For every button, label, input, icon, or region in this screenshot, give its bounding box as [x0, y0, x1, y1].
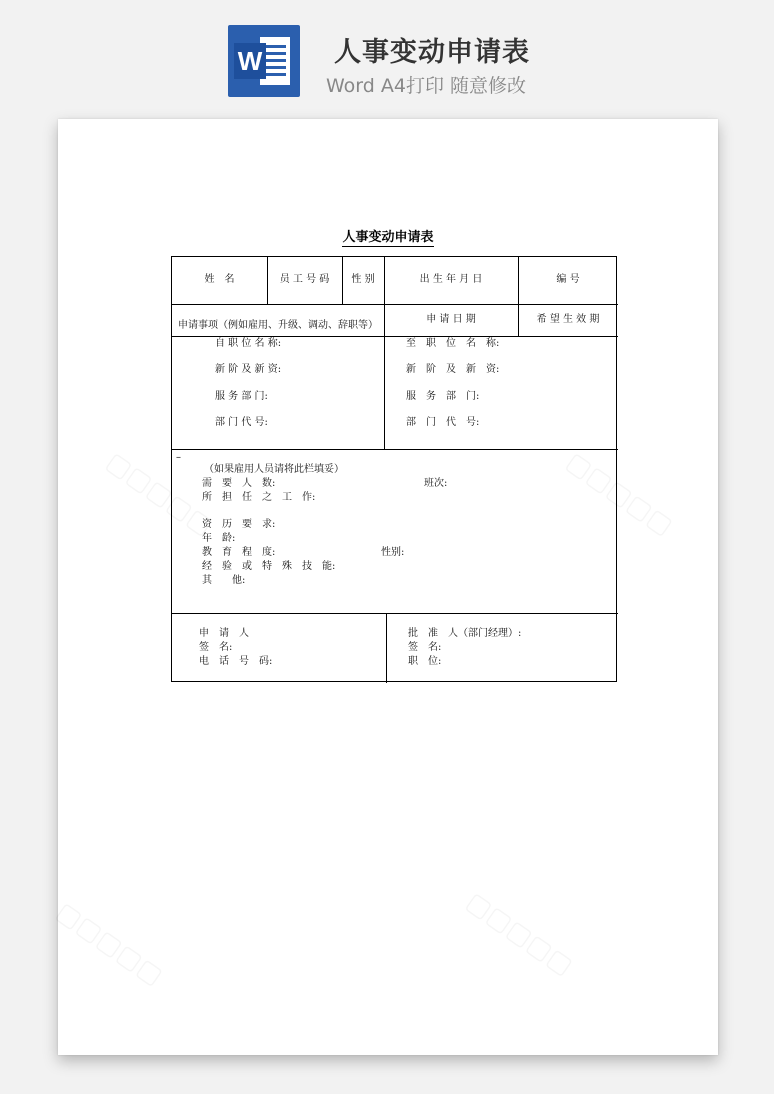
- approver-signature-label: 签 名:: [408, 642, 442, 653]
- service-department-label: 服 务 部 门:: [215, 391, 268, 402]
- dash-mark: –: [176, 452, 181, 463]
- new-grade-salary-label: 新 阶 及 新 资:: [215, 364, 282, 375]
- watermark: [51, 896, 169, 991]
- gender-label: 性 别: [351, 274, 375, 285]
- department-code-label: 部 门 代 号:: [215, 417, 268, 428]
- approver-position-label: 职 位:: [408, 656, 442, 667]
- document-title-wrap: [58, 226, 718, 245]
- to-position-label: 至 职 位 名 称:: [406, 338, 500, 349]
- word-logo-letter: W: [234, 43, 266, 79]
- document-title: 人事变动申请表: [342, 230, 434, 245]
- applicant-label: 申 请 人: [199, 628, 249, 639]
- watermark: [461, 886, 579, 981]
- age-label: 年 龄:: [202, 533, 236, 544]
- serial-number-label: 编 号: [556, 274, 580, 285]
- from-position-label: 自 职 位 名 称:: [215, 338, 282, 349]
- approver-label: 批 准 人（部门经理）:: [408, 628, 522, 639]
- effective-date-label: 希 望 生 效 期: [536, 314, 600, 325]
- experience-label: 经 验 或 特 殊 技 能:: [202, 561, 336, 572]
- department-code-right-label: 部 门 代 号:: [406, 417, 480, 428]
- application-matter-label: 申请事项（例如雇用、升级、调动、辞职等）: [178, 320, 378, 331]
- banner-subtitle: Word A4打印 随意修改: [326, 75, 527, 97]
- name-label: 姓 名: [204, 274, 235, 285]
- application-form-table: [171, 256, 617, 682]
- other-label: 其 他:: [202, 575, 246, 586]
- new-grade-salary-right-label: 新 阶 及 新 资:: [406, 364, 500, 375]
- seniority-label: 资 历 要 求:: [202, 519, 276, 530]
- application-date-label: 申 请 日 期: [426, 314, 476, 325]
- banner-title: 人事变动申请表: [334, 37, 530, 68]
- birth-date-label: 出 生 年 月 日: [419, 274, 483, 285]
- shift-label: 班次:: [424, 478, 448, 489]
- education-label: 教 育 程 度:: [202, 547, 276, 558]
- headcount-label: 需 要 人 数:: [202, 478, 276, 489]
- document-page: [58, 119, 718, 1055]
- employee-number-label: 员 工 号 码: [279, 274, 330, 285]
- service-department-right-label: 服 务 部 门:: [406, 391, 480, 402]
- applicant-signature-label: 签 名:: [199, 642, 233, 653]
- phone-number-label: 电 话 号 码:: [199, 656, 273, 667]
- sex-label: 性别:: [381, 547, 405, 558]
- word-logo-icon: [228, 25, 300, 97]
- hiring-note: （如果雇用人员请将此栏填妥）: [204, 464, 344, 475]
- duty-label: 所 担 任 之 工 作:: [202, 492, 316, 503]
